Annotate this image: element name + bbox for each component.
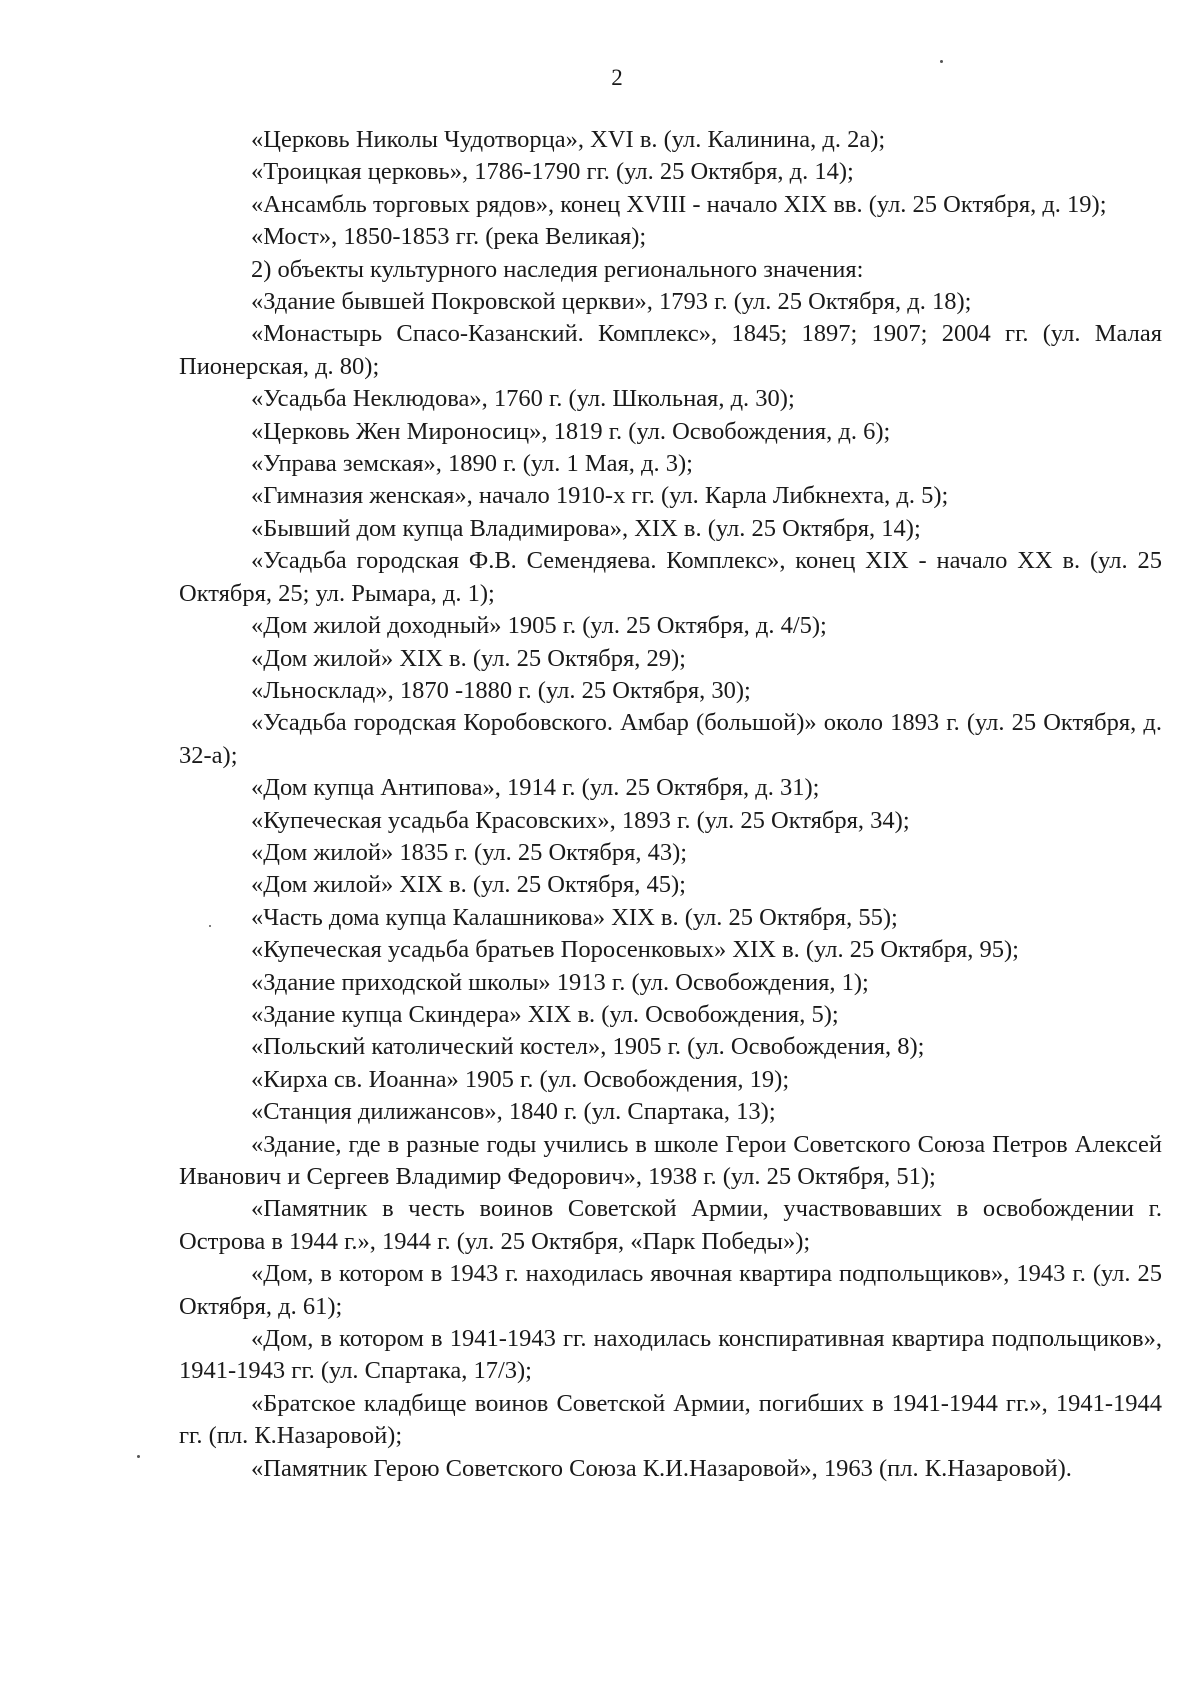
list-item: «Дом жилой» XIX в. (ул. 25 Октября, 29); bbox=[251, 644, 686, 672]
list-item: «Мост», 1850-1853 гг. (река Великая); bbox=[251, 223, 647, 251]
scan-speck bbox=[940, 60, 943, 63]
list-item: «Братское кладбище воинов Советской Армии, погибших в 1941-1944 гг.», 1941-1944 гг. (пл. К.Назаровой); bbox=[179, 1389, 1162, 1450]
list-item: «Польский католический костел», 1905 г. (ул. Освобождения, 8); bbox=[251, 1033, 925, 1061]
list-item: «Дом купца Антипова», 1914 г. (ул. 25 Октября, д. 31); bbox=[251, 774, 820, 802]
scan-speck bbox=[137, 1455, 140, 1458]
list-item: «Дом жилой» XIX в. (ул. 25 Октября, 45); bbox=[251, 871, 686, 899]
list-item: «Монастырь Спасо-Казанский. Комплекс», 1845; 1897; 1907; 2004 гг. (ул. Малая Пионерская, д. 80); bbox=[179, 320, 1162, 380]
list-item: «Гимназия женская», начало 1910-х гг. (ул. Карла Либкнехта, д. 5); bbox=[251, 482, 949, 510]
list-item: «Здание бывшей Покровской церкви», 1793 г. (ул. 25 Октября, д. 18); bbox=[251, 288, 972, 316]
list-item: «Часть дома купца Калашникова» XIX в. (ул. 25 Октября, 55); bbox=[251, 903, 898, 931]
list-item: «Ансамбль торговых рядов», конец XVIII - начало XIX вв. (ул. 25 Октября, д. 19); bbox=[251, 190, 1107, 218]
scan-speck bbox=[209, 925, 211, 927]
list-item: «Здание купца Скиндера» XIX в. (ул. Освобождения, 5); bbox=[251, 1000, 839, 1028]
list-item: «Церковь Жен Мироносиц», 1819 г. (ул. Освобождения, д. 6); bbox=[251, 417, 891, 445]
list-item: «Дом, в котором в 1941-1943 гг. находилась конспиративная квартира подпольщиков», 1941-1943 гг. (ул. Спартака, 17/3); bbox=[179, 1325, 1162, 1385]
list-item: «Усадьба городская Ф.В. Семендяева. Комплекс», конец XIX - начало XX в. (ул. 25 Октября, 25; ул. Рымара, д. 1); bbox=[179, 547, 1162, 607]
page-number: 2 bbox=[611, 65, 623, 90]
list-item: «Дом жилой доходный» 1905 г. (ул. 25 Октября, д. 4/5); bbox=[251, 612, 827, 640]
heritage-list bbox=[179, 124, 1162, 1485]
list-item: «Купеческая усадьба братьев Поросенковых» XIX в. (ул. 25 Октября, 95); bbox=[251, 936, 1019, 964]
list-item: «Здание приходской школы» 1913 г. (ул. Освобождения, 1); bbox=[251, 968, 869, 996]
list-item: «Дом жилой» 1835 г. (ул. 25 Октября, 43); bbox=[251, 838, 688, 866]
list-item: «Купеческая усадьба Красовских», 1893 г. (ул. 25 Октября, 34); bbox=[251, 806, 910, 834]
list-item: «Здание, где в разные годы учились в школе Герои Советского Союза Петров Алексей Иванович и Сергеев Владимир Федорович», 1938 г. (ул. 25 Октября, 51); bbox=[179, 1130, 1162, 1190]
list-item: «Льносклад», 1870 -1880 г. (ул. 25 Октября, 30); bbox=[251, 676, 751, 704]
list-item: «Усадьба городская Коробовского. Амбар (большой)» около 1893 г. (ул. 25 Октября, д. 32-а); bbox=[179, 709, 1162, 769]
list-item: «Дом, в котором в 1943 г. находилась явочная квартира подпольщиков», 1943 г. (ул. 25 Октября, д. 61); bbox=[179, 1260, 1162, 1320]
section-subheading: 2) объекты культурного наследия регионального значения: bbox=[251, 255, 864, 283]
list-item: «Управа земская», 1890 г. (ул. 1 Мая, д. 3); bbox=[251, 450, 693, 478]
list-item: «Станция дилижансов», 1840 г. (ул. Спартака, 13); bbox=[251, 1098, 776, 1126]
list-item: «Памятник в честь воинов Советской Армии, участвовавших в освобождении г. Острова в 1944 г.», 1944 г. (ул. 25 Октября, «Парк Победы»); bbox=[179, 1195, 1162, 1255]
list-item: «Кирха св. Иоанна» 1905 г. (ул. Освобождения, 19); bbox=[251, 1065, 790, 1093]
list-item: «Бывший дом купца Владимирова», XIX в. (ул. 25 Октября, 14); bbox=[251, 514, 921, 542]
list-item: «Троицкая церковь», 1786-1790 гг. (ул. 25 Октября, д. 14); bbox=[251, 158, 854, 186]
list-item: «Церковь Николы Чудотворца», XVI в. (ул. Калинина, д. 2а); bbox=[251, 126, 886, 153]
list-item: «Усадьба Неклюдова», 1760 г. (ул. Школьная, д. 30); bbox=[251, 385, 795, 413]
list-item: «Памятник Герою Советского Союза К.И.Назаровой», 1963 (пл. К.Назаровой). bbox=[251, 1454, 1072, 1482]
